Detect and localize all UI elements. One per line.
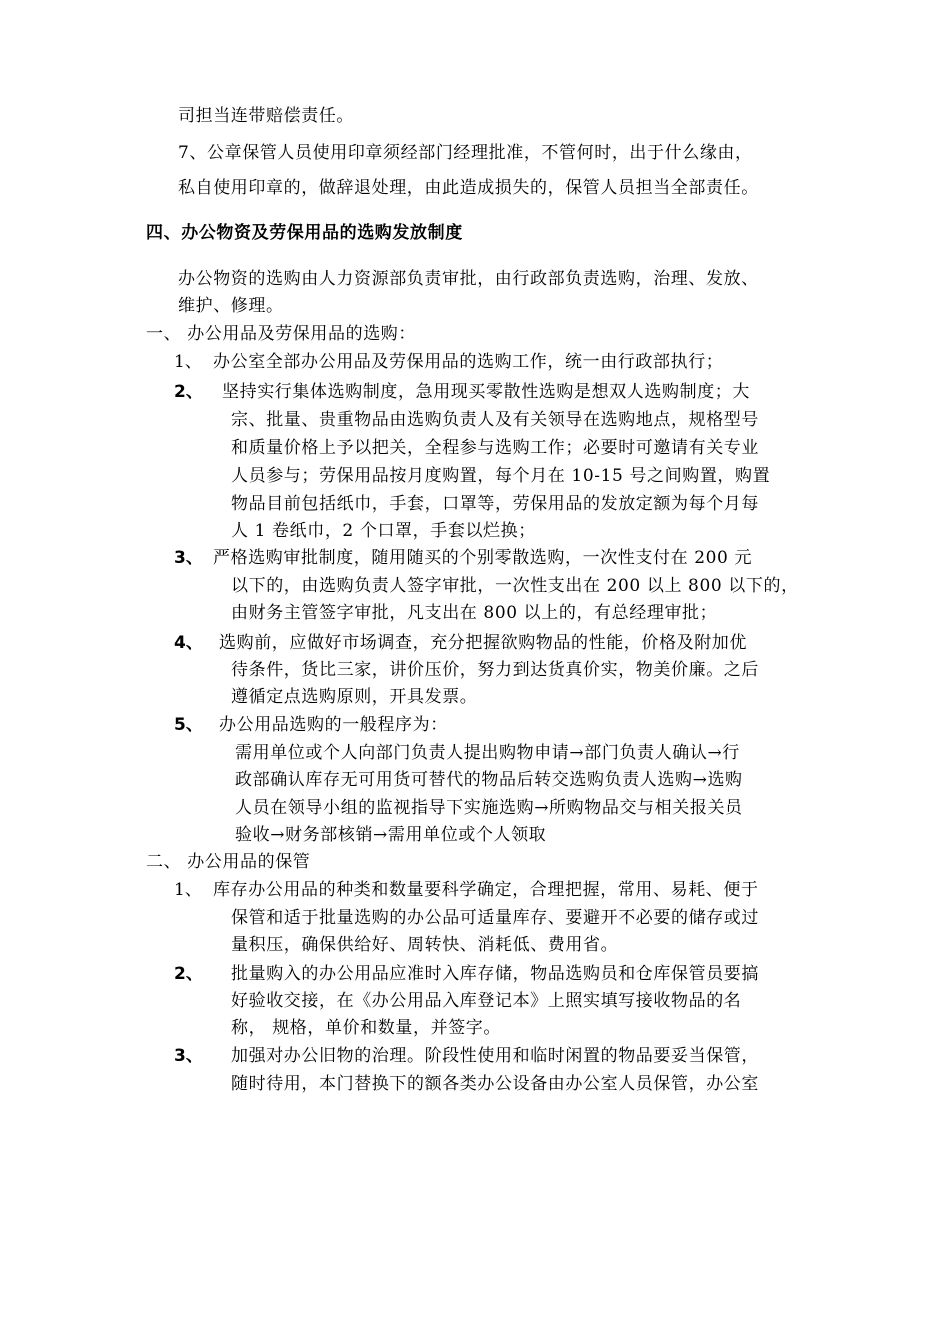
paragraph-line: 7、公章保管人员使用印章须经部门经理批准，不管何时，出于什么缘由， bbox=[178, 143, 753, 163]
list-item-text: 办公室全部办公用品及劳保用品的选购工作，统一由行政部执行； bbox=[213, 352, 724, 372]
list-item-text: 随时待用，本门替换下的额各类办公设备由办公室人员保管，办公室 bbox=[231, 1074, 759, 1094]
list-item-text: 和质量价格上予以把关，全程参与选购工作；必要时可邀请有关专业 bbox=[231, 438, 759, 458]
section-heading: 四、办公物资及劳保用品的选购发放制度 bbox=[146, 223, 463, 243]
paragraph-line: 司担当连带赔偿责任。 bbox=[178, 106, 354, 126]
list-item-text: 遵循定点选购原则，开具发票。 bbox=[231, 687, 478, 707]
list-item-text: 由财务主管签字审批，凡支出在 800 以上的，有总经理审批； bbox=[231, 603, 718, 623]
list-item-text: 量积压，确保供给好、周转快、消耗低、费用省。 bbox=[231, 935, 619, 955]
list-item-text: 库存办公用品的种类和数量要科学确定，合理把握，常用、易耗、便于 bbox=[213, 880, 759, 900]
list-number: 4、 bbox=[174, 633, 203, 653]
list-item-text: 办公用品选购的一般程序为： bbox=[219, 715, 448, 735]
procedure-line: 验收→财务部核销→需用单位或个人领取 bbox=[235, 825, 547, 845]
list-number: 1、 bbox=[174, 880, 202, 900]
procedure-line: 需用单位或个人向部门负责人提出购物申请→部门负责人确认→行 bbox=[235, 743, 740, 763]
subsection-heading: 一、 办公用品及劳保用品的选购： bbox=[146, 324, 417, 344]
subsection-heading: 二、 办公用品的保管 bbox=[146, 852, 311, 872]
list-item-text: 加强对办公旧物的治理。阶段性使用和临时闲置的物品要妥当保管， bbox=[231, 1046, 759, 1066]
list-item-text: 批量购入的办公用品应准时入库存储，物品选购员和仓库保管员要搞 bbox=[231, 964, 759, 984]
list-item-text: 人 1 卷纸巾，2 个口罩，手套以烂换； bbox=[231, 521, 536, 541]
procedure-line: 人员在领导小组的监视指导下实施选购→所购物品交与相关报关员 bbox=[235, 798, 743, 818]
paragraph-line: 办公物资的选购由人力资源部负责审批，由行政部负责选购，治理、发放、 bbox=[178, 269, 759, 289]
procedure-line: 政部确认库存无可用货可替代的物品后转交选购负责人选购→选购 bbox=[235, 770, 743, 790]
list-item-text: 好验收交接，在《办公用品入库登记本》上照实填写接收物品的名 bbox=[231, 991, 742, 1011]
list-item-text: 选购前，应做好市场调查，充分把握欲购物品的性能，价格及附加优 bbox=[219, 633, 747, 653]
list-item-text: 严格选购审批制度，随用随买的个别零散选购，一次性支付在 200 元 bbox=[213, 548, 753, 568]
list-number: 3、 bbox=[174, 548, 203, 568]
list-item-text: 保管和适于批量选购的办公品可适量库存、要避开不必要的储存或过 bbox=[231, 908, 759, 928]
paragraph-line: 维护、修理。 bbox=[178, 296, 284, 316]
list-number: 5、 bbox=[174, 715, 203, 735]
list-item-text: 坚持实行集体选购制度，急用现买零散性选购是想双人选购制度；大 bbox=[222, 382, 750, 402]
list-number: 3、 bbox=[174, 1046, 203, 1066]
list-number: 1、 bbox=[174, 352, 202, 372]
list-item-text: 待条件，货比三家，讲价压价，努力到达货真价实，物美价廉。之后 bbox=[231, 660, 759, 680]
paragraph-line: 私自使用印章的，做辞退处理，由此造成损失的，保管人员担当全部责任。 bbox=[178, 178, 759, 198]
list-item-text: 人员参与；劳保用品按月度购置，每个月在 10-15 号之间购置，购置 bbox=[231, 466, 771, 486]
list-number: 2、 bbox=[174, 964, 203, 984]
list-number: 2、 bbox=[174, 382, 203, 402]
list-item-text: 以下的，由选购负责人签字审批，一次性支出在 200 以上 800 以下的， bbox=[231, 576, 799, 596]
list-item-text: 物品目前包括纸巾，手套，口罩等，劳保用品的发放定额为每个月每 bbox=[231, 494, 759, 514]
list-item-text: 宗、批量、贵重物品由选购负责人及有关领导在选购地点，规格型号 bbox=[231, 410, 759, 430]
list-item-text: 称， 规格，单价和数量，并签字。 bbox=[231, 1018, 502, 1038]
